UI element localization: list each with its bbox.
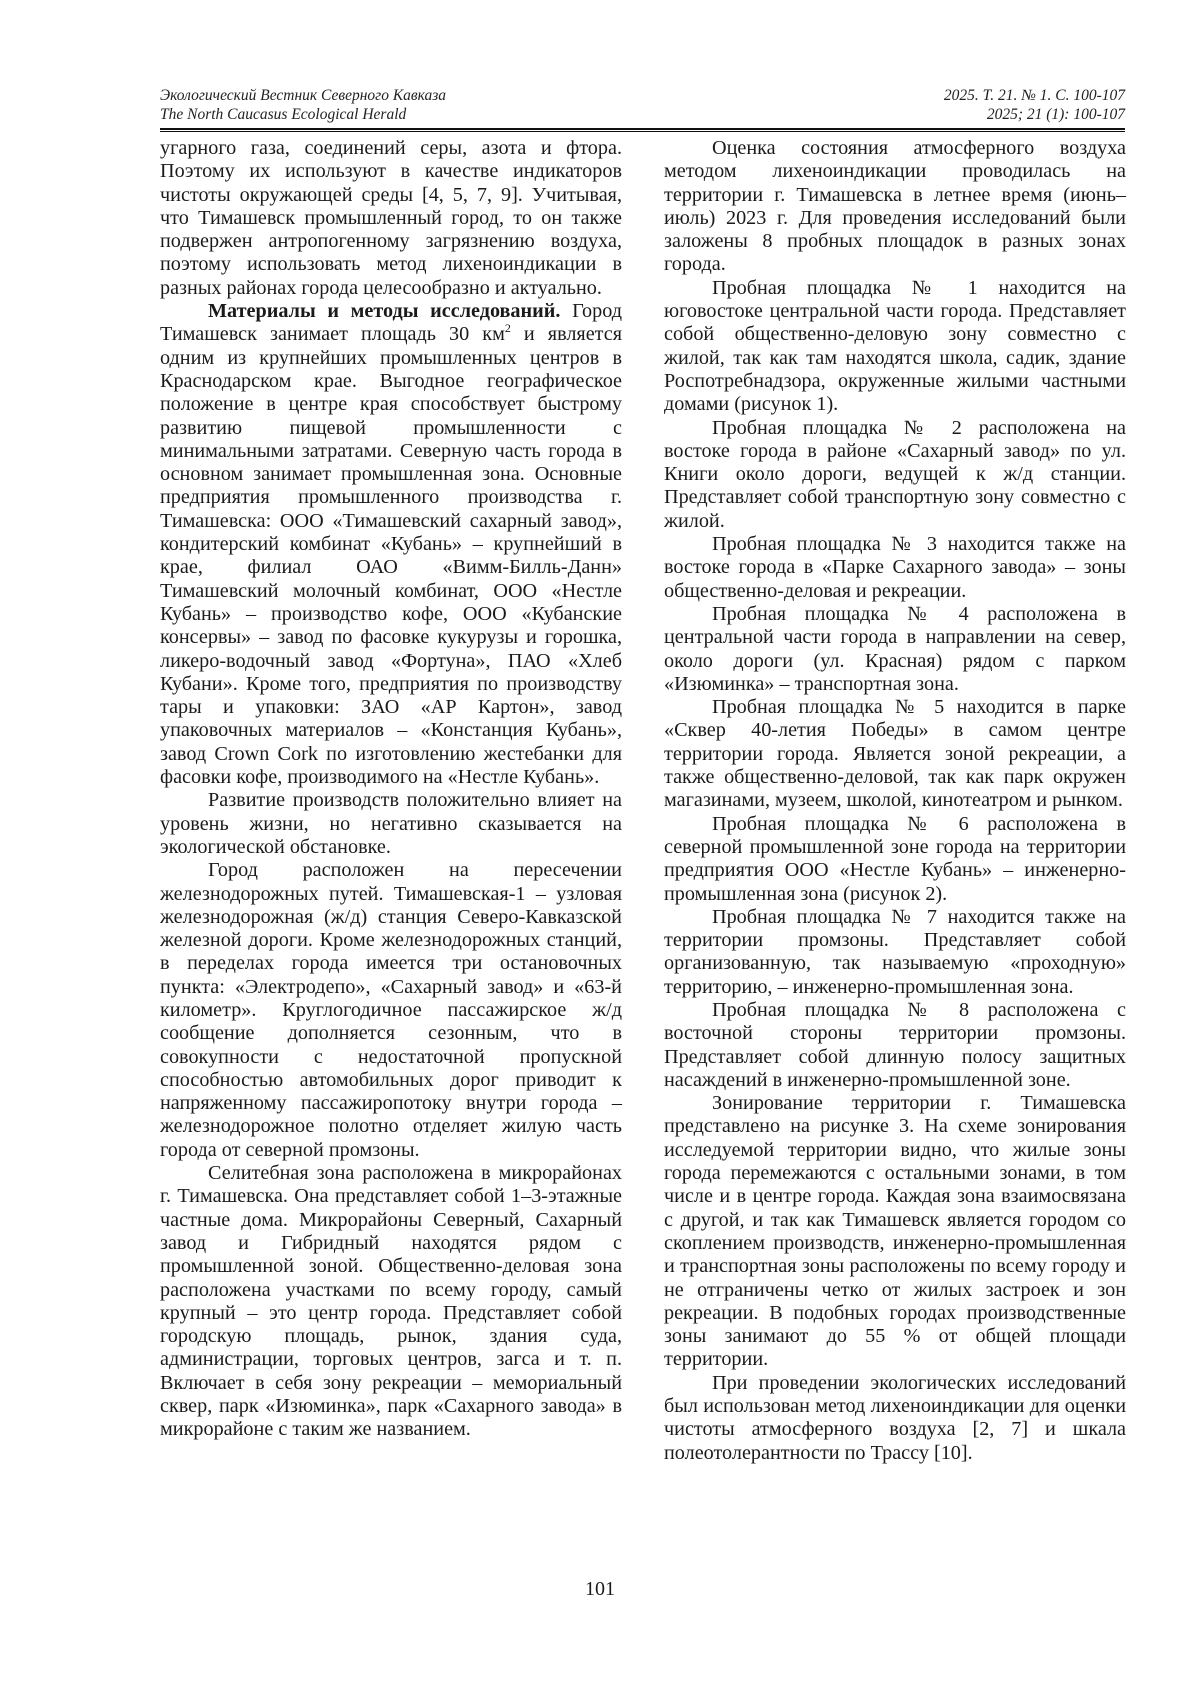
paragraph-site-4: Пробная площадка № 4 расположена в центральной части города в направлении на север, около дороги (ул. Красная) рядом с парком «Изюминка» – транспортная зона. — [664, 602, 1126, 695]
paragraph-site-1: Пробная площадка № 1 находится на юговостоке центральной части города. Представляет собой общественно-деловую зону совместно с жилой, так как там находятся школа, садик, здание Роспотребнадзора, окруженные жилыми частными домами (рисунок 1). — [664, 276, 1126, 416]
section-heading: Материалы и методы исследований. — [208, 300, 561, 323]
paragraph-site-8: Пробная площадка № 8 расположена с восточной стороны территории промзоны. Представляет собой длинную полосу защитных насаждений в инженерно-промышленной зоне. — [664, 998, 1126, 1091]
paragraph: Город расположен на пересечении железнодорожных путей. Тимашевская-1 – узловая железнодорожная (ж/д) станция Северо-Кавказской железной дороги. Кроме железнодорожных станций, в переделах города имеется три остановочных пункта: «Электродепо», «Сахарный завод» и «63-й километр». Круглогодичное пассажирское ж/д сообщение дополняется сезонным, что в совокупности с недостаточной пропускной способностью автомобильных дорог приводит к напряженному пассажиропотоку внутри города – железнодорожное полотно отделяет жилую часть города от северной промзоны. — [160, 859, 622, 1161]
paragraph-materials-methods — [160, 300, 622, 789]
paragraph-zoning: Зонирование территории г. Тимашевска представлено на рисунке 3. На схеме зонирования исследуемой территории видно, что жилые зоны города перемежаются с остальными зонами, в том числе и в центре города. Каждая зона взаимосвязана с другой, и так как Тимашевск является городом со скоплением производств, инженерно-промышленная и транспортная зоны расположены по всему городу и не отграничены четко от жилых застроек и зон рекреации. В подобных городах производственные зоны занимают до 55 % от общей площади территории. — [664, 1092, 1126, 1371]
paragraph-site-7: Пробная площадка № 7 находится также на территории промзоны. Представляет собой организованную, так называемую «проходную» территорию, – инженерно-промышленная зона. — [664, 905, 1126, 998]
page-number: 101 — [585, 1578, 615, 1600]
running-head-row-ru — [160, 86, 1125, 105]
right-column — [664, 137, 1126, 1465]
header-rule — [160, 128, 1125, 132]
paragraph-site-5: Пробная площадка № 5 находится в парке «Сквер 40-летия Победы» в самом центре территории города. Является зоной рекреации, а также общественно-деловой, так как парк окружен магазинами, музеем, школой, кинотеатром и рынком. — [664, 696, 1126, 812]
journal-title-ru: Экологический Вестник Северного Кавказа — [160, 87, 447, 104]
paragraph: Оценка состояния атмосферного воздуха методом лихеноиндикации проводилась на территории г. Тимашевска в летнее время (июнь–июль) 2023 г. Для проведения исследований были заложены 8 пробных площадок в разных зонах города. — [664, 137, 1126, 276]
citation-ru: 2025. Т. 21. № 1. С. 100-107 — [943, 87, 1125, 104]
citation-en: 2025; 21 (1): 100-107 — [986, 106, 1125, 123]
paragraph-site-3: Пробная площадка № 3 находится также на востоке города в «Парке Сахарного завода» – зоны общественно-деловая и рекреации. — [664, 533, 1126, 602]
superscript: 2 — [504, 321, 511, 336]
paragraph-text: и является одним из крупнейших промышленных центров в Краснодарском крае. Выгодное географическое положение в центре края способствует быстрому развитию пищевой промышленности с минимальными затратами. Северную часть города в основном занимает промышленная зона. Основные предприятия промышленного производства г. Тимашевска: ООО «Тимашевский сахарный завод», кондитерский комбинат «Кубань» – крупнейший в крае, филиал ОАО «Вимм-Билль-Данн» Тимашевский молочный комбинат, ООО «Нестле Кубань» – производство кофе, ООО «Кубанские консервы» – завод по фасовке кукурузы и горошка, ликеро-водочный завод «Фортуна», ПАО «Хлеб Кубани». Кроме того, предприятия по производству тары и упаковки: ЗАО «АР Картон», завод упаковочных материалов – «Констанция Кубань», завод Crown Cork по изготовлению жестебанки для фасовки кофе, производимого на «Нестле Кубань». — [160, 323, 622, 789]
paragraph-methods: При проведении экологических исследований был использован метод лихеноиндикации для оценки чистоты атмосферного воздуха [2, 7] и шкала полеотолерантности по Трассу [10]. — [664, 1371, 1126, 1464]
left-column — [160, 137, 622, 1442]
paragraph: Развитие производств положительно влияет на уровень жизни, но негативно сказывается на экологической обстановке. — [160, 789, 622, 858]
paragraph: Селитебная зона расположена в микрорайонах г. Тимашевска. Она представляет собой 1–3-этажные частные дома. Микрорайоны Северный, Сахарный завод и Гибридный находятся рядом с промышленной зоной. Общественно-деловая зона расположена участками по всему городу, самый крупный – это центр города. Представляет собой городскую площадь, рынок, здания суда, администрации, торговых центров, загса и т. п. Включает в себя зону рекреации – мемориальный сквер, парк «Изюминка», парк «Сахарного завода» в микрорайоне с таким же названием. — [160, 1162, 622, 1441]
paragraph-site-2: Пробная площадка № 2 расположена на востоке города в районе «Сахарный завод» по ул. Книги около дороги, ведущей к ж/д станции. Представляет собой транспортную зону совместно с жилой. — [664, 416, 1126, 532]
paragraph: угарного газа, соединений серы, азота и фтора. Поэтому их используют в качестве индикаторов чистоты окружающей среды [4, 5, 7, 9]. Учитывая, что Тимашевск промышленный город, то он также подвержен антропогенному загрязнению воздуха, поэтому использовать метод лихеноиндикации в разных районах города целесообразно и актуально. — [160, 137, 622, 299]
journal-title-en: The North Caucasus Ecological Herald — [160, 106, 407, 123]
paragraph-site-6: Пробная площадка № 6 расположена в северной промышленной зоне города на территории предприятия ООО «Нестле Кубань» – инженерно-промышленная зона (рисунок 2). — [664, 812, 1126, 905]
running-head-row-en — [160, 105, 1125, 124]
paragraph-text: Город Тимашевск занимает площадь 30 км — [160, 300, 622, 346]
running-head — [160, 86, 1125, 124]
